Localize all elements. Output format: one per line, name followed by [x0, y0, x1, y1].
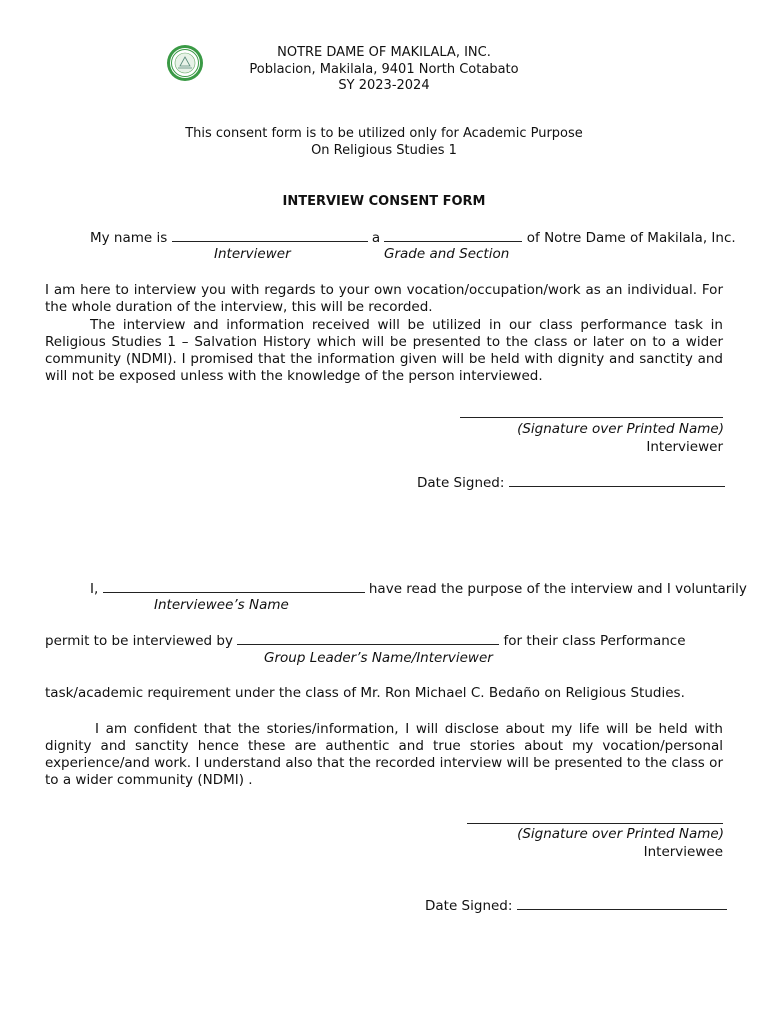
form-title: INTERVIEW CONSENT FORM: [282, 194, 486, 209]
interviewee-role-label: Interviewee: [643, 844, 723, 860]
school-name: NOTRE DAME OF MAKILALA, INC.: [277, 45, 491, 60]
date-signed-2-field[interactable]: [517, 897, 727, 910]
consent-line-1: [90, 580, 747, 598]
date-signed-1-row: [417, 474, 725, 492]
of-school-label: of Notre Dame of Makilala, Inc.: [526, 230, 736, 246]
group-leader-field[interactable]: [237, 632, 499, 645]
my-name-label: My name is: [90, 230, 168, 246]
a-label: a: [371, 230, 381, 246]
date-signed-2-label: Date Signed:: [425, 898, 513, 914]
date-signed-1-label: Date Signed:: [417, 475, 505, 491]
consent-line-2: [45, 632, 686, 650]
school-year: SY 2023-2024: [338, 78, 430, 93]
date-signed-2-row: [425, 897, 727, 915]
date-signed-1-field[interactable]: [509, 474, 725, 487]
permit-text: permit to be interviewed by: [45, 633, 233, 649]
paragraph-1: I am here to interview you with regards to your own vocation/occupation/work as an individual. For the whole duration of the interview, this will be recorded.: [45, 282, 723, 315]
paragraph-3: I am confident that the stories/information, I will disclose about my life will be held with dignity and sanctity hence these are authentic and true stories about my vocation/personal experience/and work. I understand also that the recorded interview will be presented to the class or to a wider community (NDMI) .: [45, 721, 723, 788]
for-their-text: for their class Performance: [503, 633, 686, 649]
intro-line: [90, 229, 736, 247]
i-label: I,: [90, 581, 99, 597]
paragraph-2b: I promised that the information given will be held with dignity and sanctity and will not be exposed unless with the knowledge of the person interviewed.: [45, 351, 723, 384]
interviewee-name-caption: Interviewee’s Name: [154, 597, 289, 613]
interviewer-caption: Interviewer: [214, 246, 291, 262]
paragraph-2: [45, 317, 723, 385]
interviewer-name-field[interactable]: [172, 229, 368, 242]
interviewer-signature-line[interactable]: [460, 417, 723, 418]
interviewee-signature-caption: (Signature over Printed Name): [517, 826, 724, 842]
interviewee-signature-line[interactable]: [467, 823, 723, 824]
interviewer-signature-caption: (Signature over Printed Name): [517, 421, 724, 437]
group-leader-caption: Group Leader’s Name/Interviewer: [264, 650, 493, 666]
paragraph-2a: The interview and information received will be utilized in our class performance task in Religious Studies 1 – Salvation History which will be presented to the class or later on to a wider community (NDMI).: [45, 317, 723, 367]
grade-section-caption: Grade and Section: [384, 246, 510, 262]
school-address: Poblacion, Makilala, 9401 North Cotabato: [249, 62, 519, 77]
task-requirement-text: task/academic requirement under the class of Mr. Ron Michael C. Bedaño on Religious Studies.: [45, 685, 685, 701]
notice-line-2: On Religious Studies 1: [311, 143, 457, 158]
grade-section-field[interactable]: [384, 229, 522, 242]
interviewer-role-label: Interviewer: [646, 439, 723, 455]
read-purpose-text: have read the purpose of the interview and I voluntarily: [368, 581, 747, 597]
interviewee-name-field[interactable]: [103, 580, 365, 593]
notice-line-1: This consent form is to be utilized only for Academic Purpose: [185, 126, 583, 141]
